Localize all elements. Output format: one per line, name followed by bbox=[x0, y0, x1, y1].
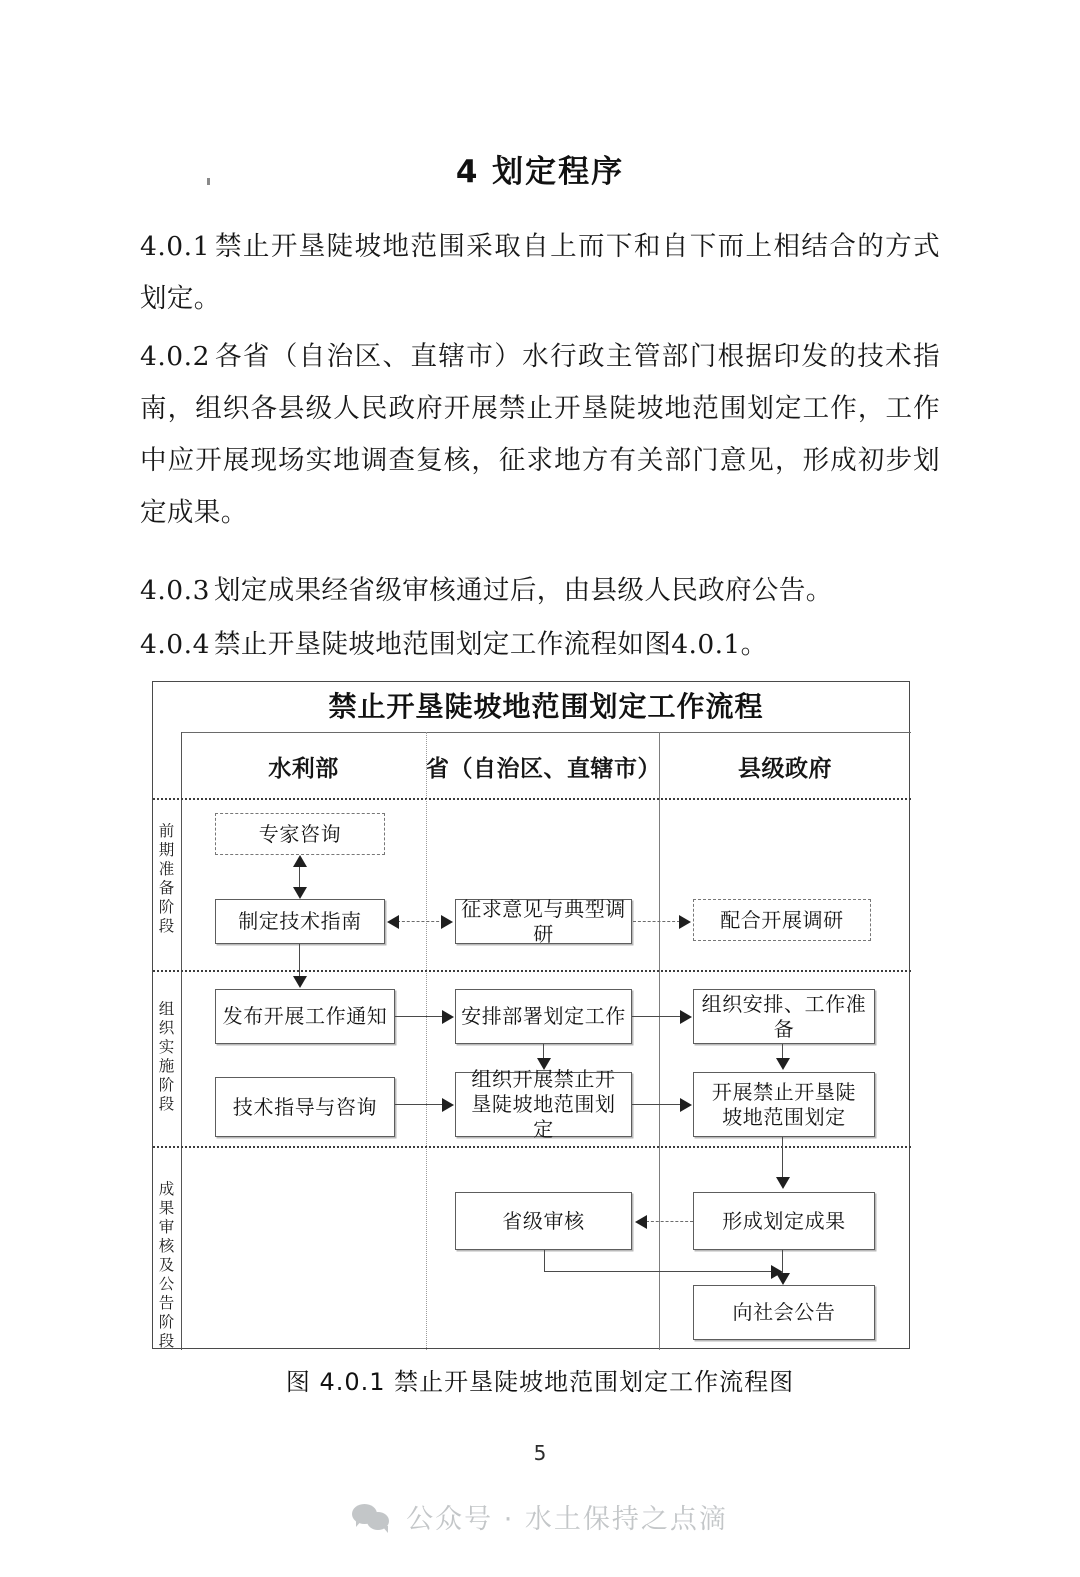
edge-guideline-opinion-arrow-right bbox=[441, 915, 453, 929]
edge-carrydemar-result-arrow bbox=[776, 1177, 790, 1189]
column-header-province: 省（自治区、直辖市） bbox=[426, 756, 661, 782]
edge-guideline-opinion-line bbox=[397, 921, 444, 922]
edge-orgdemar-carrydemar-line bbox=[632, 1104, 681, 1105]
page-title: 4 划定程序 bbox=[455, 154, 625, 190]
edge-carrydemar-result-line bbox=[782, 1137, 783, 1180]
flow-node-expert-consultation[interactable]: 专家咨询 bbox=[215, 813, 385, 855]
edge-guideline-expert-arrow-down bbox=[293, 887, 307, 899]
edge-arrange-carrydemar-arrow bbox=[776, 1058, 790, 1070]
edge-provreview-down-line bbox=[544, 1250, 545, 1272]
stage-label-preparation: 前期准备阶段 bbox=[158, 822, 176, 935]
column-divider-2 bbox=[659, 732, 660, 1350]
column-header-county: 县级政府 bbox=[738, 756, 832, 782]
edge-techguide-orgdemar-line bbox=[395, 1104, 444, 1105]
title-divider bbox=[181, 732, 911, 733]
edge-provreview-right-line bbox=[544, 1271, 774, 1272]
edge-guideline-expert-arrow-up bbox=[293, 855, 307, 867]
edge-guideline-notice-line bbox=[299, 944, 300, 977]
wechat-icon bbox=[352, 1502, 392, 1532]
column-header-ministry: 水利部 bbox=[268, 756, 339, 782]
header-row-divider bbox=[153, 798, 911, 800]
edge-opinion-cooperate-arrow bbox=[679, 915, 691, 929]
paragraph-4-0-4 bbox=[140, 619, 940, 671]
stage-label-review-announcement: 成果审核及公告阶段 bbox=[158, 1180, 176, 1350]
paragraph-number: 4.0.4 bbox=[140, 629, 210, 660]
paragraph-text: 禁止开垦陡坡地范围划定工作流程如图4.0.1。 bbox=[213, 629, 768, 660]
edge-result-announce-arrow bbox=[776, 1273, 790, 1285]
edge-notice-deploy-arrow bbox=[442, 1010, 454, 1024]
edge-opinion-cooperate-line bbox=[633, 921, 680, 922]
stage-divider-2 bbox=[153, 970, 911, 972]
edge-orgdemar-carrydemar-arrow bbox=[680, 1098, 692, 1112]
column-divider-1 bbox=[426, 732, 427, 1350]
edge-deploy-arrange-line bbox=[632, 1016, 681, 1017]
edge-notice-deploy-line bbox=[395, 1016, 444, 1017]
flow-node-deploy-demarcation-work[interactable]: 安排部署划定工作 bbox=[455, 989, 632, 1044]
flow-node-organize-prepare[interactable]: 组织安排、工作准备 bbox=[693, 989, 875, 1044]
edge-result-provreview-arrow bbox=[635, 1215, 647, 1229]
figure-caption: 图 4.0.1 禁止开垦陡坡地范围划定工作流程图 bbox=[285, 1368, 795, 1396]
paragraph-number: 4.0.1 bbox=[140, 231, 210, 262]
flow-node-solicit-opinions-survey[interactable]: 征求意见与典型调研 bbox=[455, 899, 632, 944]
page-number: 5 bbox=[533, 1441, 547, 1465]
paragraph-text: 划定成果经省级审核通过后，由县级人民政府公告。 bbox=[213, 575, 833, 606]
paragraph-4-0-3 bbox=[140, 565, 940, 617]
flow-node-issue-work-notice[interactable]: 发布开展工作通知 bbox=[215, 989, 395, 1044]
stage-label-implementation: 组织实施阶段 bbox=[158, 1000, 176, 1113]
flow-node-provincial-review[interactable]: 省级审核 bbox=[455, 1192, 632, 1250]
stage-column-divider bbox=[181, 732, 182, 1350]
stray-ink-mark bbox=[207, 178, 210, 185]
edge-techguide-orgdemar-arrow bbox=[442, 1098, 454, 1112]
edge-result-provreview-line bbox=[646, 1221, 693, 1222]
edge-deploy-orgdemar-arrow bbox=[537, 1058, 551, 1070]
paragraph-number: 4.0.2 bbox=[140, 341, 210, 372]
flow-node-cooperate-survey[interactable]: 配合开展调研 bbox=[693, 899, 871, 941]
paragraph-4-0-2 bbox=[140, 331, 940, 539]
watermark bbox=[0, 1497, 1080, 1536]
edge-deploy-arrange-arrow bbox=[680, 1010, 692, 1024]
flow-node-form-demarcation-result[interactable]: 形成划定成果 bbox=[693, 1192, 875, 1250]
stage-divider-3 bbox=[153, 1146, 911, 1148]
flow-node-technical-guidance-consult[interactable]: 技术指导与咨询 bbox=[215, 1077, 395, 1137]
watermark-text: 公众号 · 水土保持之点滴 bbox=[406, 1504, 728, 1535]
flow-node-make-technical-guideline[interactable]: 制定技术指南 bbox=[215, 899, 385, 944]
paragraph-number: 4.0.3 bbox=[140, 575, 210, 606]
paragraph-4-0-1 bbox=[140, 221, 940, 325]
flowchart-title: 禁止开垦陡坡地范围划定工作流程 bbox=[328, 690, 764, 723]
paragraph-text: 禁止开垦陡坡地范围采取自上而下和自下而上相结合的方式划定。 bbox=[140, 231, 940, 314]
paragraph-text: 各省（自治区、直辖市）水行政主管部门根据印发的技术指南，组织各县级人民政府开展禁止开垦陡坡地范围划定工作，工作中应开展现场实地调查复核，征求地方有关部门意见，形成初步划定成果。 bbox=[140, 341, 940, 528]
edge-guideline-opinion-arrow-left bbox=[387, 915, 399, 929]
edge-guideline-notice-arrow bbox=[293, 976, 307, 988]
flow-node-organize-demarcation[interactable]: 组织开展禁止开垦陡坡地范围划定 bbox=[455, 1072, 632, 1137]
flow-node-carry-out-demarcation[interactable]: 开展禁止开垦陡坡地范围划定 bbox=[693, 1072, 875, 1137]
flow-node-public-announcement[interactable]: 向社会公告 bbox=[693, 1285, 875, 1340]
flowchart-figure bbox=[152, 681, 910, 1349]
